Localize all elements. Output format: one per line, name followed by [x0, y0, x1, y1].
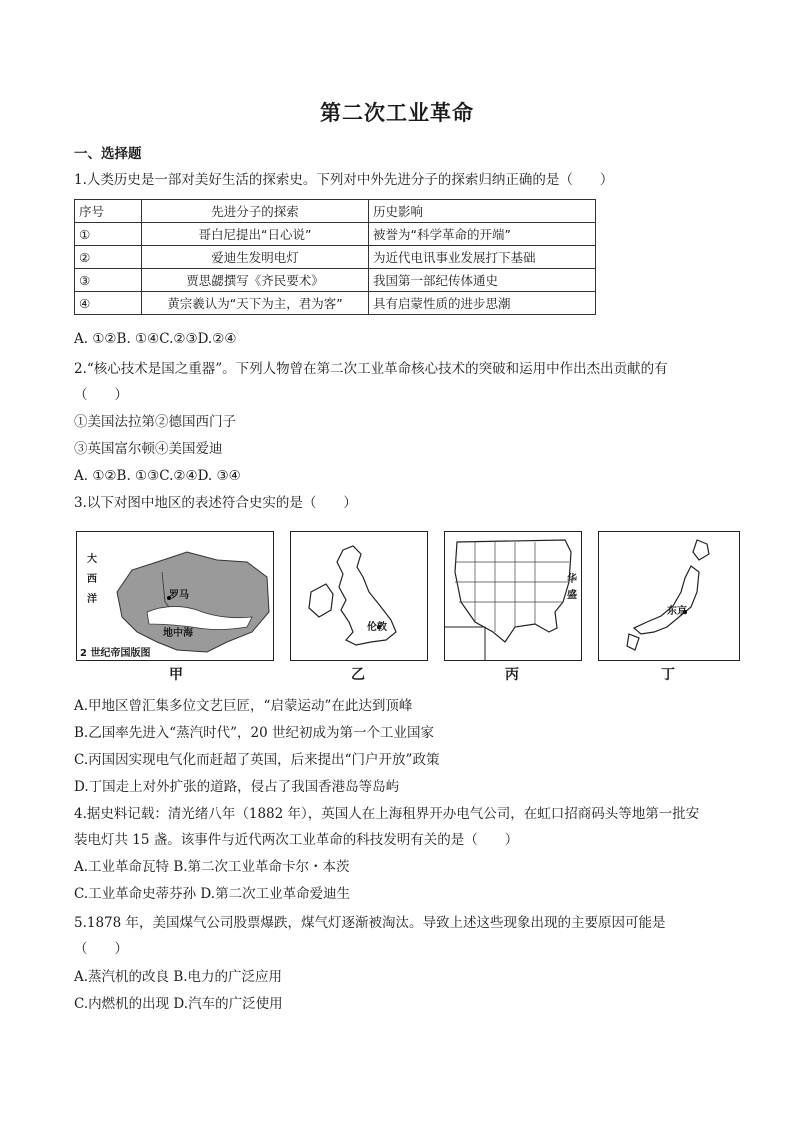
map-ding	[598, 531, 740, 661]
map-yi	[290, 531, 428, 661]
map-jia	[76, 531, 274, 661]
table-cell: 爱迪生发明电灯	[142, 246, 369, 269]
q1-options: A. ①②B. ①④C.②③D.②④	[74, 331, 237, 347]
q2-choices: ①美国法拉第②德国西门子	[74, 414, 236, 430]
q1-table	[74, 199, 596, 315]
q2-stem-cont: （ ）	[74, 387, 128, 403]
q3-option-b: B.乙国率先进入“蒸汽时代”，20 世纪初成为第一个工业国家	[74, 725, 434, 741]
q3-option-a: A.甲地区曾汇集多位文艺巨匠，“启蒙运动”在此达到顶峰	[74, 698, 413, 714]
table-cell: 为近代电讯事业发展打下基础	[369, 246, 596, 269]
britain-map	[291, 532, 427, 660]
q4-stem: 4.据史料记载：清光绪八年（1882 年），英国人在上海租界开办电气公司，在虹口招商码头等地第一批安	[74, 806, 700, 822]
table-cell: ①	[75, 223, 142, 246]
map-caption: 2 世纪帝国版图	[80, 648, 151, 659]
table-cell: 黄宗羲认为“天下为主，君为客”	[142, 292, 369, 315]
map-label-yi: 乙	[351, 667, 365, 683]
table-row	[75, 269, 596, 292]
usa-map	[445, 532, 581, 660]
table-cell: 被誉为“科学革命的开端”	[369, 223, 596, 246]
table-cell: 哥白尼提出“日心说”	[142, 223, 369, 246]
table-cell: 我国第一部纪传体通史	[369, 269, 596, 292]
q1-stem: 1.人类历史是一部对美好生活的探索史。下列对中外先进分子的探索归纳正确的是（ ）	[74, 172, 614, 188]
table-header-cell: 序号	[75, 200, 142, 223]
japan-map	[599, 532, 739, 660]
q5-options: C.内燃机的出现 D.汽车的广泛使用	[74, 996, 283, 1012]
table-header-cell: 历史影响	[369, 200, 596, 223]
q4-options: A.工业革命瓦特 B.第二次工业革命卡尔・本茨	[74, 859, 350, 875]
table-cell: 贾思勰撰写《齐民要术》	[142, 269, 369, 292]
page-title: 第二次工业革命	[320, 100, 474, 125]
table-row	[75, 292, 596, 315]
q2-choices: ③英国富尔顿④美国爱迪	[74, 441, 223, 457]
map-label-washington: 盛	[567, 590, 577, 601]
q5-options: A.蒸汽机的改良 B.电力的广泛应用	[74, 969, 283, 985]
q4-stem-cont: 装电灯共 15 盏。该事件与近代两次工业革命的科技发明有关的是（ ）	[74, 832, 519, 848]
table-cell: ③	[75, 269, 142, 292]
table-row	[75, 223, 596, 246]
table-cell: ④	[75, 292, 142, 315]
table-cell: 具有启蒙性质的进步思潮	[369, 292, 596, 315]
table-cell: ②	[75, 246, 142, 269]
table-header-row	[75, 200, 596, 223]
map-label-ocean: 大	[87, 554, 97, 565]
q4-options: C.工业革命史蒂芬孙 D.第二次工业革命爱迪生	[74, 886, 351, 902]
q3-option-c: C.丙国因实现电气化而赶超了英国，后来提出“门户开放”政策	[74, 752, 440, 768]
map-bing	[444, 531, 582, 661]
q2-stem: 2.“核心技术是国之重器”。下列人物曾在第二次工业革命核心技术的突破和运用中作出杰出贡献的有	[74, 361, 668, 377]
q3-option-d: D.丁国走上对外扩张的道路，侵占了我国香港岛等岛屿	[74, 779, 400, 795]
map-label-tokyo: 东京	[667, 606, 687, 617]
q5-stem: 5.1878 年，美国煤气公司股票爆跌，煤气灯逐渐被淘汰。导致上述这些现象出现的主要原因可能是	[74, 915, 666, 931]
map-label-bing: 丙	[505, 667, 519, 683]
q3-stem: 3.以下对图中地区的表述符合史实的是（ ）	[74, 495, 357, 511]
table-header-cell: 先进分子的探索	[142, 200, 369, 223]
map-label-jia: 甲	[169, 667, 183, 683]
table-row	[75, 246, 596, 269]
map-label-ocean: 西	[87, 574, 97, 585]
q3-maps	[76, 531, 740, 681]
q2-options: A. ①②B. ①③C.②④D. ③④	[74, 468, 241, 484]
map-label-washington: 华	[567, 574, 577, 585]
map-label-london: 伦敦	[367, 622, 387, 633]
q5-stem-cont: （ ）	[74, 941, 128, 957]
map-label-sea: 地中海	[163, 628, 193, 639]
map-label-rome: 罗马	[169, 590, 189, 601]
map-label-ocean: 洋	[87, 594, 97, 605]
map-label-ding: 丁	[661, 667, 675, 683]
section-heading: 一、选择题	[74, 146, 142, 162]
